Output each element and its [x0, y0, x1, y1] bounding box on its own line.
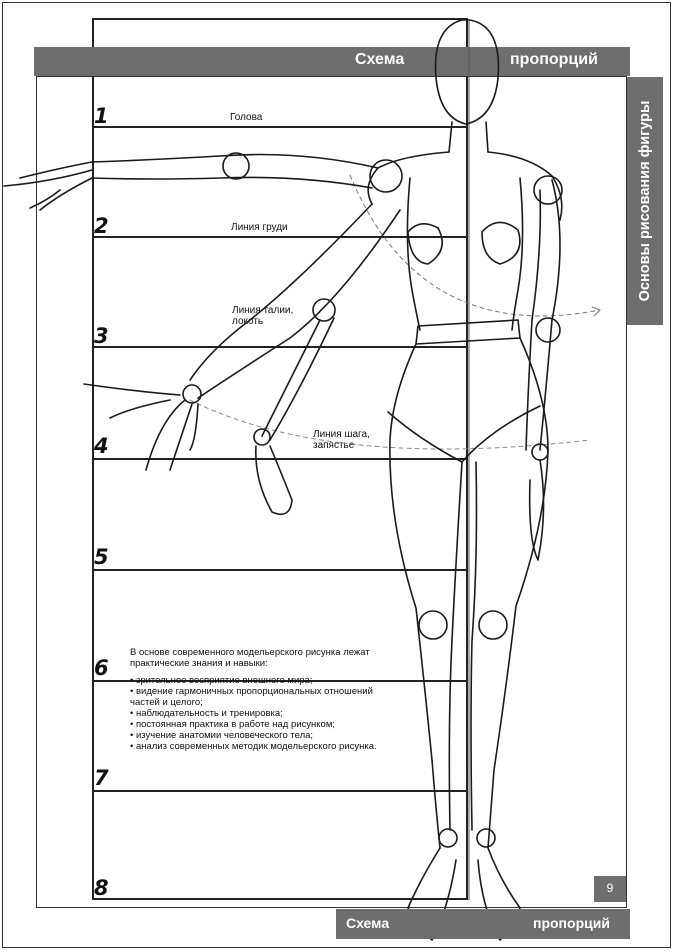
footer-title-left: Схема: [346, 915, 390, 931]
grid-line-1: [92, 126, 468, 128]
scale-number-2: 2: [94, 214, 109, 238]
grid-line-4: [92, 458, 468, 460]
scale-number-7: 7: [94, 766, 109, 790]
scale-number-6: 6: [94, 656, 109, 680]
label-chest: Линия груди: [231, 222, 288, 233]
list-item: • видение гармоничных пропорциональных отношений частей и целого;: [130, 686, 373, 708]
list-item: • зрительное восприятие внешнего мира;: [130, 675, 313, 686]
label-head: Голова: [230, 112, 263, 123]
list-item: • изучение анатомии человеческого тела;: [130, 730, 314, 741]
label-crotch-2: запястье: [313, 440, 355, 451]
list-item: • наблюдательность и тренировка;: [130, 708, 283, 719]
scale-number-1: 1: [94, 104, 109, 128]
text-block: [130, 647, 402, 752]
list-item: • постоянная практика в работе над рисунком;: [130, 719, 335, 730]
grid-line-2: [92, 236, 468, 238]
page-number: 9: [606, 881, 614, 895]
header-title-left: Схема: [355, 51, 405, 68]
grid-line-5: [92, 569, 468, 571]
grid-line-7: [92, 790, 468, 792]
skills-list: [130, 675, 402, 752]
header-title-right: пропорций: [510, 51, 598, 68]
scale-number-4: 4: [94, 434, 109, 458]
list-item: • анализ современных методик модельерского рисунка.: [130, 741, 377, 752]
scale-number-5: 5: [94, 545, 109, 569]
footer-title-right: пропорций: [533, 915, 610, 931]
text-intro: В основе современного модельерского рисунка лежат практические знания и навыки:: [130, 647, 370, 669]
side-tab-text: Основы рисования фигуры: [637, 100, 653, 302]
scale-number-8: 8: [94, 876, 109, 900]
label-waist-1: Линия талии,: [232, 305, 294, 316]
label-waist-2: локоть: [232, 316, 264, 327]
label-crotch-1: Линия шага,: [313, 429, 370, 440]
scale-number-3: 3: [94, 324, 109, 348]
grid-line-3: [92, 346, 468, 348]
